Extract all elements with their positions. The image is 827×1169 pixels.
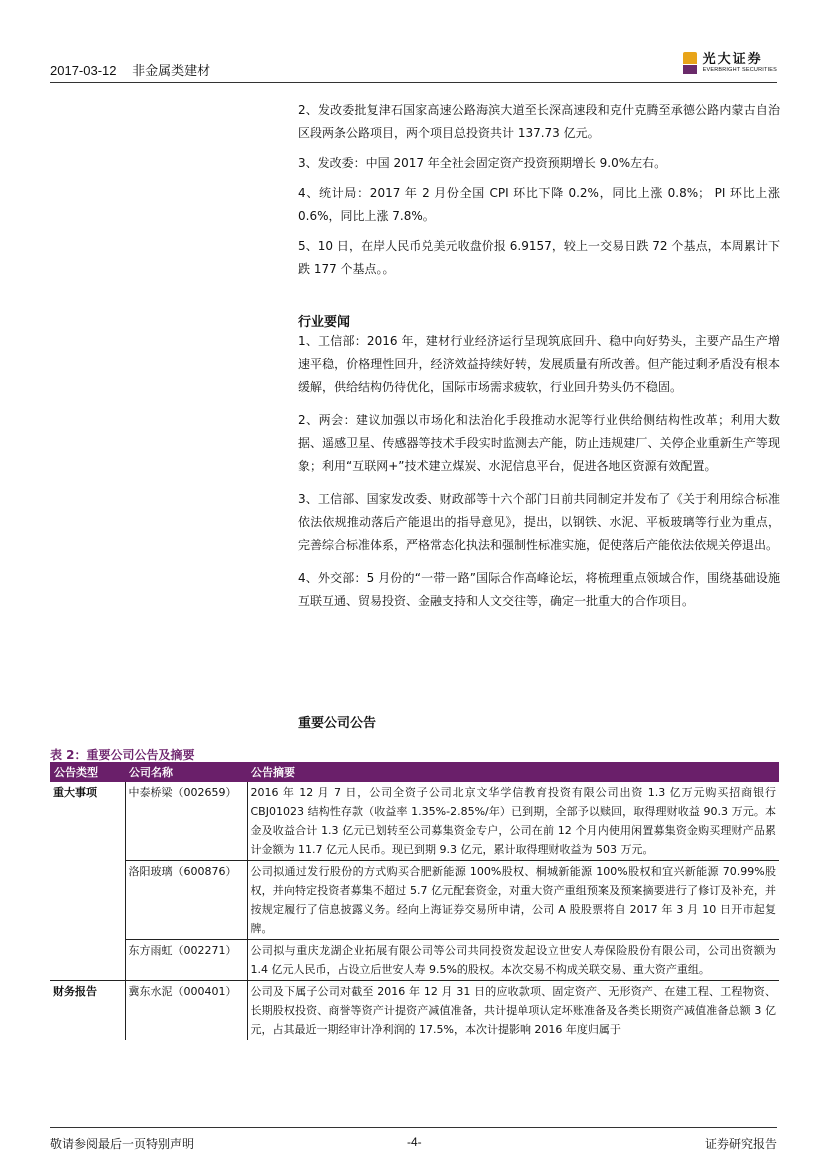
announcements-table	[50, 762, 779, 1040]
table-row	[50, 981, 779, 1041]
industry-news-title: 行业要闻	[298, 315, 351, 330]
page-number: -4-	[407, 1135, 422, 1149]
announcement-type: 财务报告	[50, 981, 125, 1041]
page-footer	[50, 1127, 777, 1151]
table-header-row	[50, 762, 779, 782]
column-header: 公告类型	[50, 762, 125, 782]
column-header: 公告摘要	[247, 762, 779, 782]
macro-item: 3、发改委：中国 2017 年全社会固定资产投资预期增长 9.0%左右。	[298, 156, 667, 170]
company-announcements-title: 重要公司公告	[298, 716, 377, 731]
company-name: 中泰桥梁（002659）	[125, 782, 247, 861]
logo-name-cn: 光大证券	[702, 51, 763, 67]
page-header	[50, 51, 777, 88]
header-divider	[50, 82, 777, 83]
announcement-type: 重大事项	[50, 782, 125, 861]
company-name: 洛阳玻璃（600876）	[125, 861, 247, 940]
macro-item: 2、发改委批复津石国家高速公路海滨大道至长深高速段和克什克腾至承德公路内蒙古自治区段两条公路项目，两个项目总投资共计 137.73 亿元。	[298, 103, 780, 140]
announcement-summary: 2016 年 12 月 7 日，公司全资子公司北京文华学信教育投资有限公司出资 1.3 亿万元购买招商银行 CBJ01023 结构性存款（收益率 1.35%-2.85%/年）已到期，全部予以赎回，取得理财收益 90.3 万元。本金及收益合计 1.3 亿元已划转至公司募集资金专户，公司在前 12 个月内使用闲置募集资金购买理财产品累计金额为 11.7 亿元人民币。现已到期 9.3 亿元，累计取得理财收益为 503 万元。	[247, 782, 779, 861]
report-date: 2017-03-12	[50, 63, 117, 78]
industry-item: 3、工信部、国家发改委、财政部等十六个部门日前共同制定并发布了《关于利用综合标准依法依规推动落后产能退出的指导意见》，提出，以钢铁、水泥、平板玻璃等行业为重点，完善综合标准体系，严格常态化执法和强制性标准实施，促使落后产能依法依规关停退出。	[298, 492, 780, 552]
announcement-type	[50, 861, 125, 940]
macro-news-list	[298, 99, 780, 281]
macro-item: 5、10 日，在岸人民币兑美元收盘价报 6.9157，较上一交易日跌 72 个基点，本周累计下跌 177 个基点。。	[298, 239, 780, 276]
logo-mark-icon	[683, 52, 697, 74]
header-meta	[50, 60, 210, 79]
announcement-summary: 公司拟与重庆龙湖企业拓展有限公司等公司共同投资发起设立世安人寿保险股份有限公司，公司出资额为 1.4 亿元人民币，占设立后世安人寿 9.5%的股权。本次交易不构成关联交易、重大资产重组。	[247, 940, 779, 981]
macro-item: 4、统计局：2017 年 2 月份全国 CPI 环比下降 0.2%，同比上涨 0.8%； PI 环比上涨 0.6%，同比上涨 7.8%。	[298, 186, 780, 223]
footer-divider	[50, 1127, 777, 1128]
table-row	[50, 782, 779, 861]
announcement-summary: 公司及下属子公司对截至 2016 年 12 月 31 日的应收款项、固定资产、无形资产、在建工程、工程物资、长期股权投资、商誉等资产计提资产减值准备，共计提单项认定坏账准备及各类长期资产减值准备总额 3 亿元，占其最近一期经审计净利润的 17.5%，本次计提影响 2016 年度归属于	[250, 985, 776, 1036]
company-name: 冀东水泥（000401）	[125, 981, 247, 1041]
logo-name-en: EVERBRIGHT SECURITIES	[702, 66, 777, 73]
table-row	[50, 940, 779, 981]
table-caption: 表 2：重要公司公告及摘要	[50, 748, 195, 762]
industry-item: 2、两会：建议加强以市场化和法治化手段推动水泥等行业供给侧结构性改革；利用大数据、遥感卫星、传感器等技术手段实时监测去产能，防止违规建厂、关停企业重新生产等现象；利用“互联网+”技术建立煤炭、水泥信息平台，促进各地区资源有效配置。	[298, 413, 780, 473]
column-header: 公司名称	[125, 762, 247, 782]
disclaimer-note: 敬请参阅最后一页特别声明	[50, 1137, 195, 1151]
report-category: 非金属类建材	[132, 63, 211, 78]
industry-item: 1、工信部：2016 年，建材行业经济运行呈现筑底回升、稳中向好势头，主要产品生产增速平稳，价格理性回升，经济效益持续好转，发展质量有所改善。但产能过剩矛盾没有根本缓解，供给结构仍待优化，国际市场需求疲软，行业回升势头仍不稳固。	[298, 334, 780, 394]
industry-news-list	[298, 330, 780, 613]
announcement-summary: 公司拟通过发行股份的方式购买合肥新能源 100%股权、桐城新能源 100%股权和宜兴新能源 70.99%股权，并向特定投资者募集不超过 5.7 亿元配套资金，对重大资产重组预案及预案摘要进行了修订及补充，并按规定履行了信息披露义务。经向上海证券交易所申请，公司 A 股股票将自 2017 年 3 月 10 日开市起复牌。	[247, 861, 779, 940]
industry-item: 4、外交部：5 月份的“一带一路”国际合作高峰论坛，将梳理重点领域合作，围绕基础设施互联互通、贸易投资、金融支持和人文交往等，确定一批重大的合作项目。	[298, 571, 780, 608]
brand-logo	[683, 52, 777, 74]
company-name: 东方雨虹（002271）	[125, 940, 247, 981]
table-row	[50, 861, 779, 940]
report-type: 证券研究报告	[704, 1137, 777, 1151]
announcement-type	[50, 940, 125, 981]
